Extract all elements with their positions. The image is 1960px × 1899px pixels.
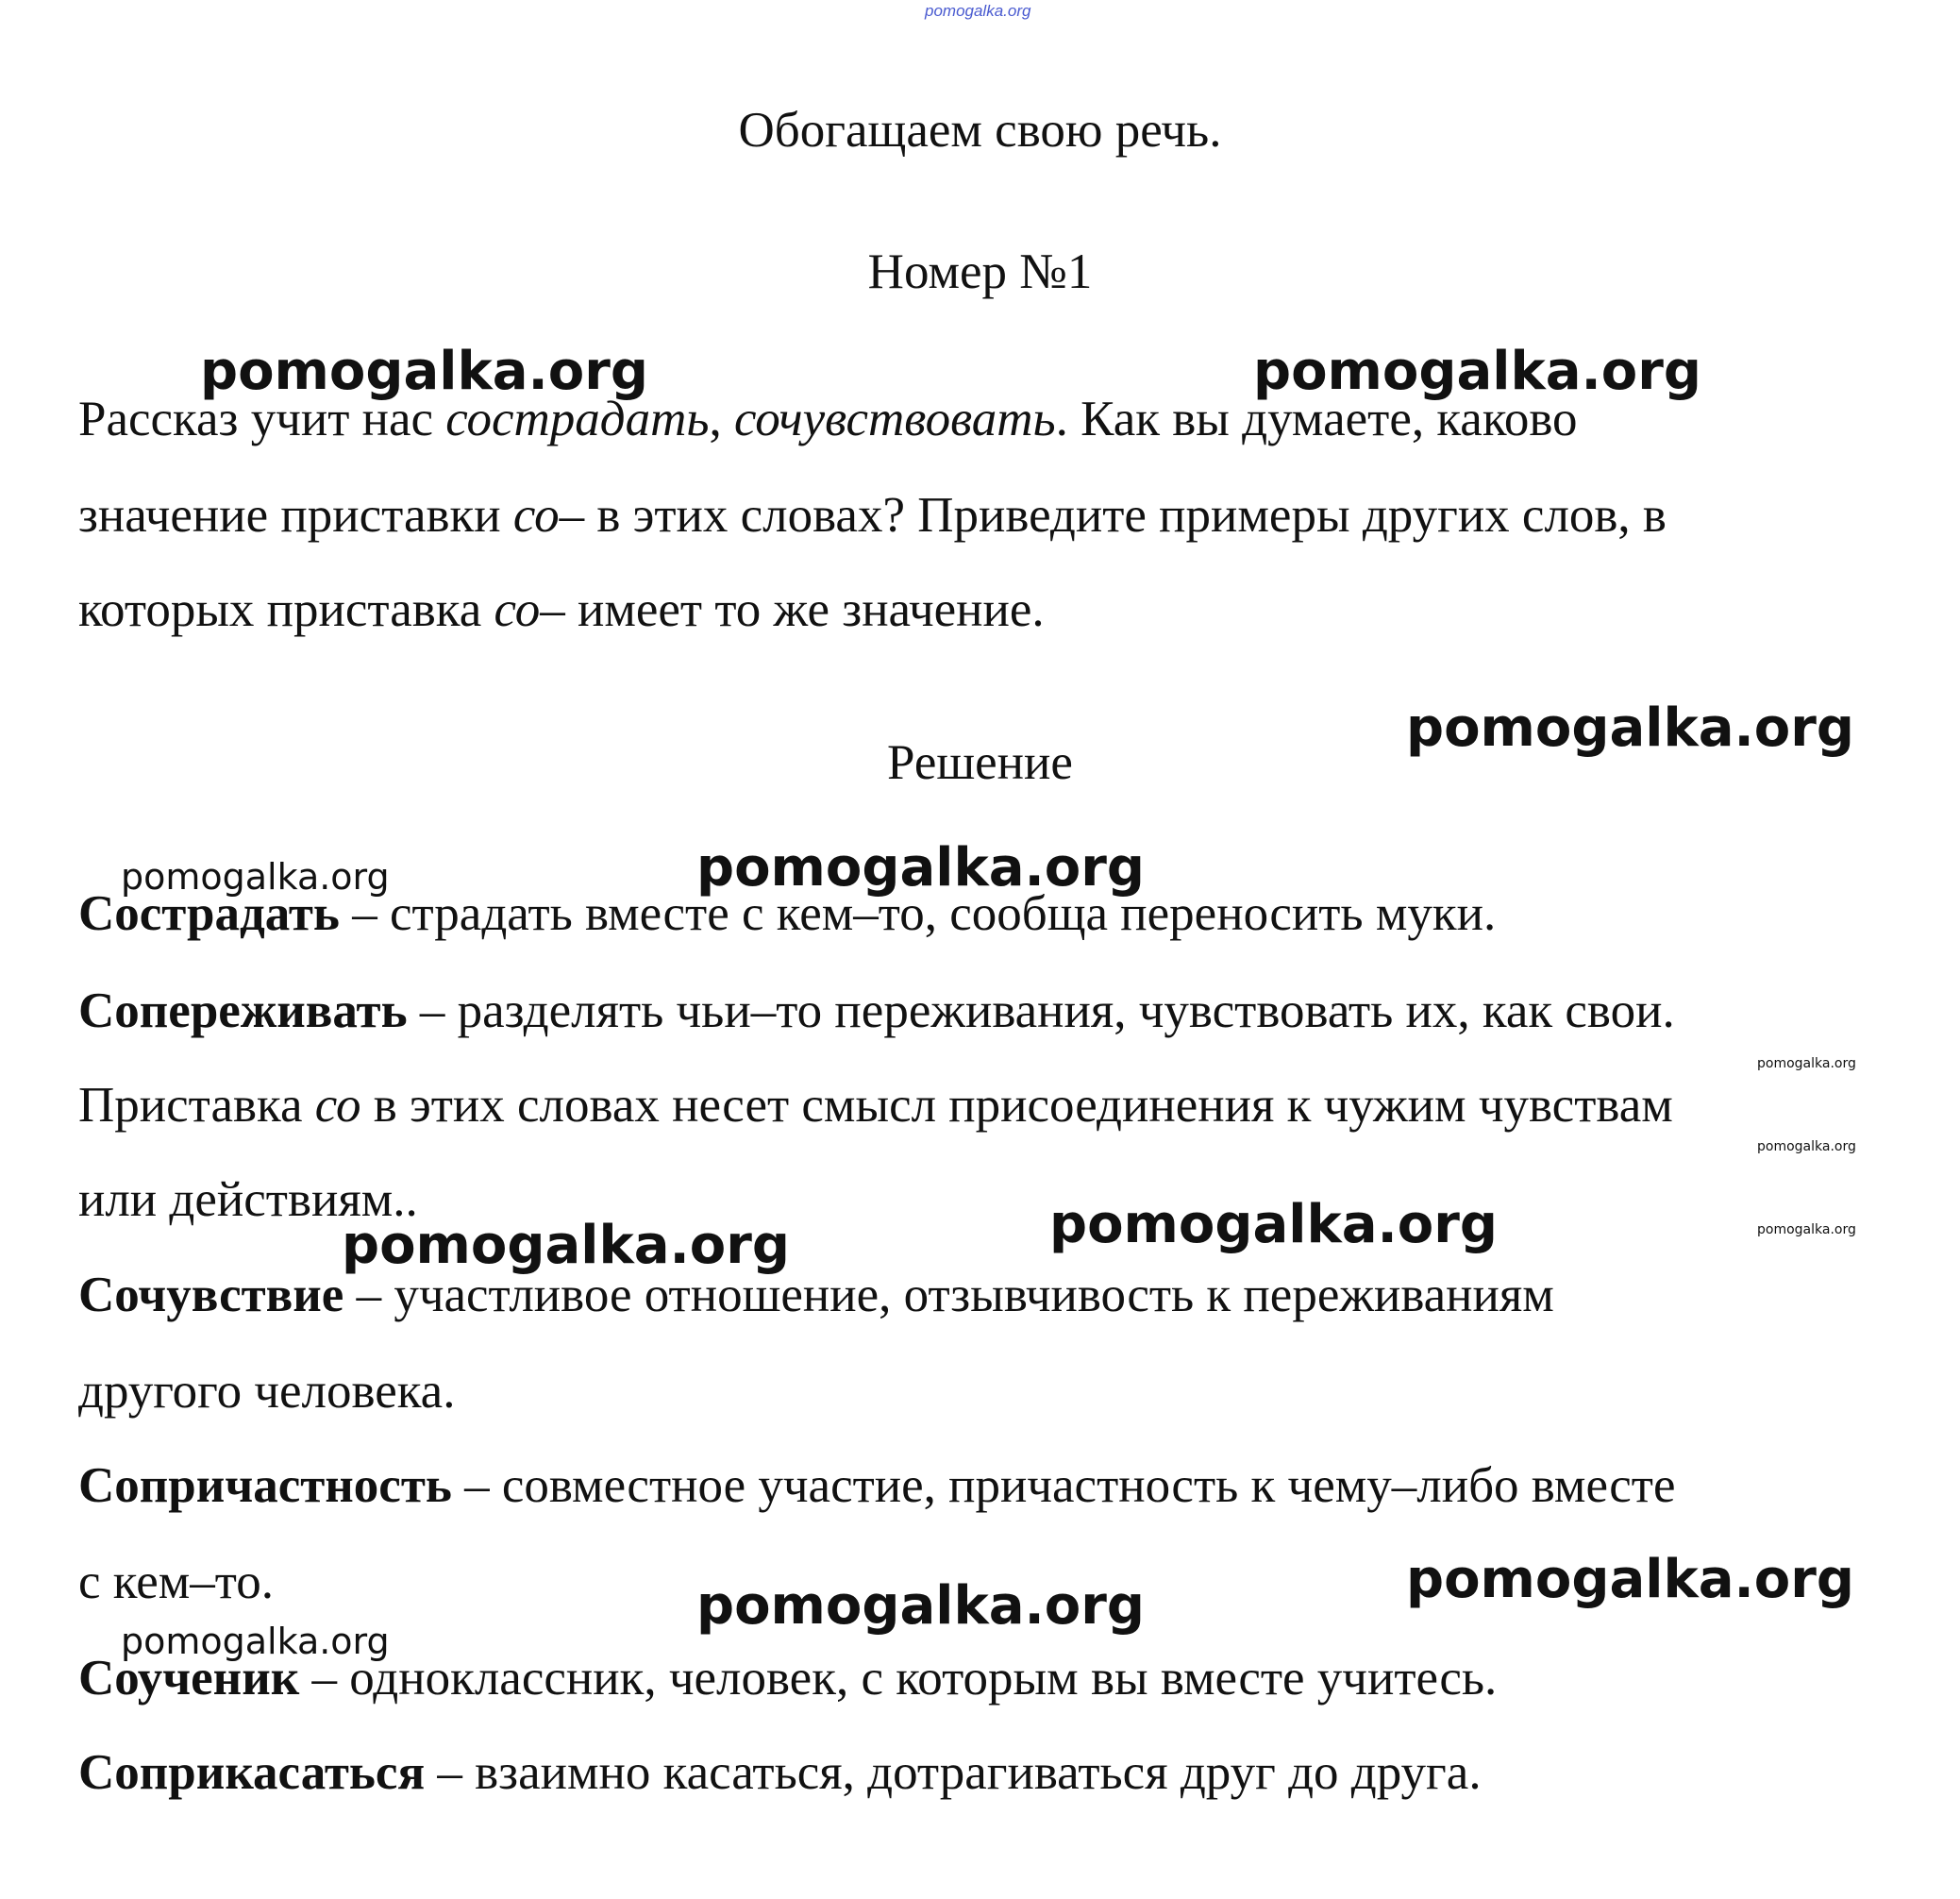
task-text: которых приставка (78, 582, 494, 637)
task-emphasis: сочувствовать (734, 392, 1056, 446)
watermark: pomogalka.org (1757, 1139, 1856, 1154)
task-line-2 (78, 488, 1667, 543)
watermark: pomogalka.org (121, 1621, 390, 1662)
definition-text: – страдать вместе с кем–то, сообща переносить муки. (339, 886, 1497, 941)
watermark: pomogalka.org (121, 856, 390, 898)
definition-text: – совместное участие, причастность к чему–либо вместе (451, 1458, 1676, 1513)
definition-text: – разделять чьи–то переживания, чувствовать их, как свои. (407, 983, 1675, 1038)
watermark: pomogalka.org (1757, 1222, 1856, 1237)
definition-term: Соученик (78, 1651, 300, 1706)
task-text: . Как вы думаете, каково (1055, 392, 1578, 446)
solution-heading: Решение (887, 735, 1073, 790)
task-text: в этих словах? Приведите примеры других слов, в (584, 488, 1667, 543)
definition-text: – участливое отношение, отзывчивость к переживаниям (343, 1268, 1554, 1322)
definition-sochuvstvie (78, 1270, 1554, 1320)
watermark: pomogalka.org (1406, 697, 1854, 759)
definition-soperezhivat (78, 983, 1675, 1038)
task-text: имеет то же значение. (564, 582, 1045, 637)
watermark: pomogalka.org (696, 1575, 1145, 1637)
task-emphasis: сострадать (445, 392, 710, 446)
note-text: в этих словах несет смысл присоединения к чужим чувствам (360, 1078, 1673, 1133)
task-line-3 (78, 582, 1045, 637)
prefix-note-line-1 (78, 1078, 1673, 1133)
task-emphasis: со– (494, 582, 565, 637)
definition-soprikasatsya (78, 1745, 1482, 1800)
definition-text: – одноклассник, человек, с которым вы вместе учитесь. (299, 1651, 1498, 1706)
watermark: pomogalka.org (1253, 341, 1701, 402)
task-emphasis: со– (512, 488, 585, 543)
top-watermark: pomogalka.org (925, 2, 1031, 20)
watermark: pomogalka.org (696, 837, 1145, 899)
watermark: pomogalka.org (1049, 1194, 1498, 1255)
task-text: значение приставки (78, 488, 513, 543)
definition-soprichastnost (78, 1458, 1676, 1513)
definition-term: Сострадать (78, 886, 340, 941)
definition-sochuvstvie-cont: другого человека. (78, 1364, 456, 1419)
watermark: pomogalka.org (1757, 1056, 1856, 1071)
exercise-number: Номер №1 (867, 244, 1093, 299)
task-text: Рассказ учит нас (78, 392, 446, 446)
note-text: Приставка (78, 1078, 315, 1133)
watermark: pomogalka.org (342, 1215, 790, 1276)
definition-term: Сопричастность (78, 1458, 452, 1513)
task-text: , (709, 392, 735, 446)
definition-term: Сопереживать (78, 983, 408, 1038)
definition-text: – взаимно касаться, дотрагиваться друг до друга. (425, 1745, 1482, 1800)
definition-soprichastnost-cont: с кем–то. (78, 1554, 274, 1609)
watermark: pomogalka.org (1406, 1549, 1854, 1610)
prefix-note-line-2: или действиям.. (78, 1172, 418, 1227)
page-title: Обогащаем свою речь. (738, 103, 1222, 158)
watermark: pomogalka.org (200, 341, 648, 402)
definition-term: Соприкасаться (78, 1745, 426, 1800)
note-emphasis: со (314, 1078, 361, 1133)
definition-term: Сочувствие (78, 1268, 344, 1322)
